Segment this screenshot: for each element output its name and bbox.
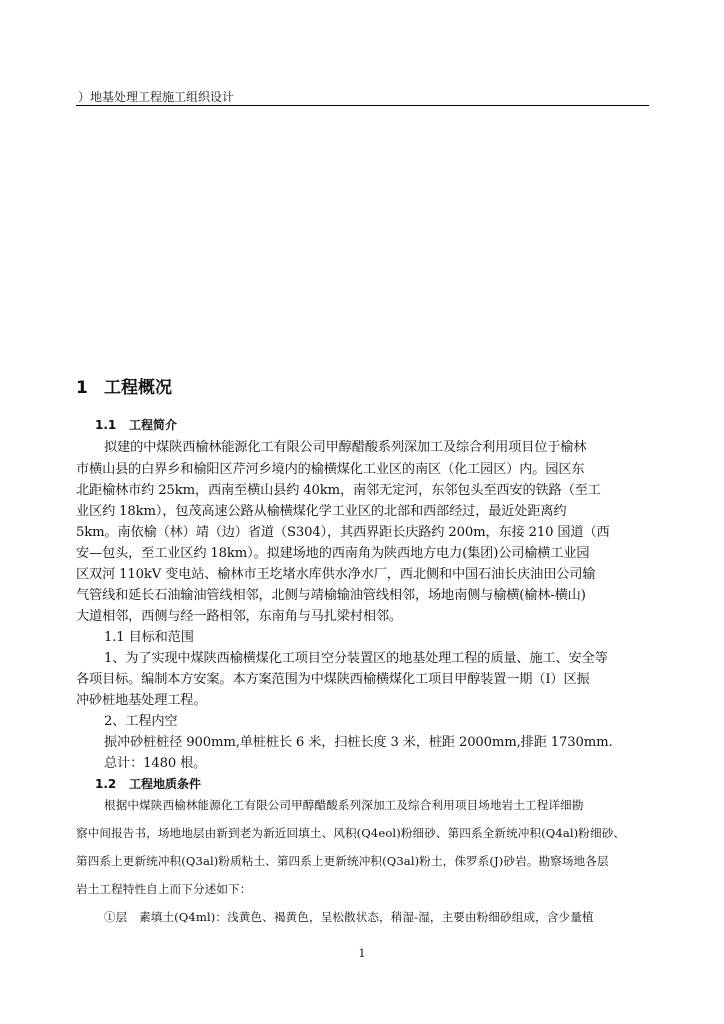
paragraph-line: 气管线和延长石油输油管线相邻，北侧与靖榆输油管线相邻，场地南侧与榆横(榆林-横山) [76, 588, 586, 603]
subsection-heading-goals: 1.1 目标和范围 [104, 630, 194, 645]
page-number: 1 [358, 947, 366, 960]
paragraph-line: 各项目标。编制本方安案。本方案范围为中煤陕西榆横煤化工项目甲醇装置一期（I）区振 [76, 672, 590, 687]
paragraph-line: 安—包头，至工业区约 18km）。拟建场地的西南角为陕西地方电力(集团)公司榆横工业园 [76, 546, 590, 561]
header-rule [76, 105, 649, 106]
section-number: 1 [76, 378, 88, 398]
paragraph-line: 振冲砂桩桩径 900mm,单桩桩长 6 米，扫桩长度 3 米，桩距 2000mm,排距 1730mm. [104, 735, 613, 750]
section-heading-1 [76, 373, 172, 398]
paragraph-line: 业区约 18km），包茂高速公路从榆横煤化学工业区的北部和西部经过，最近处距离约 [76, 504, 567, 519]
subsection-number: 1.1 [95, 418, 117, 432]
paragraph-line: 大道相邻，西侧与经一路相邻，东南角与马扎梁村相邻。 [76, 609, 402, 624]
paragraph-line: 北距榆林市约 25km，西南至横山县约 40km，南邻无定河，东邻包头至西安的铁路（至工 [76, 483, 601, 498]
paragraph-line: 5km。南依榆（林）靖（边）省道（S304），其西界距长庆路约 200m，东接 210 国道（西 [76, 525, 610, 540]
paragraph-line: ①层 素填土(Q4ml)：浅黄色、褐黄色，呈松散状态，稍湿-湿，主要由粉细砂组成，含少量植 [104, 910, 594, 924]
running-header: ）地基处理工程施工组织设计 [78, 90, 235, 104]
paragraph-line: 1、为了实现中煤陕西榆横煤化工项目空分装置区的地基处理工程的质量、施工、安全等 [104, 651, 608, 666]
paragraph-line: 总计：1480 根。 [104, 756, 207, 771]
paragraph-line: 区双河 110kV 变电站、榆林市王圪堵水库供水净水厂，西北侧和中国石油长庆油田公司输 [76, 567, 596, 582]
paragraph-line: 第四系上更新统冲积(Q3al)粉质粘土、第四系上更新统冲积(Q3al)粉土，侏罗系(J)砂岩。勘察场地各层 [76, 854, 609, 868]
subsection-heading-1-1 [95, 416, 177, 433]
paragraph-line: 察中间报告书，场地地层由新到老为新近回填土、风积(Q4eol)粉细砂、第四系全新统冲积(Q4al)粉细砂、 [76, 826, 626, 840]
subsection-number: 1.2 [95, 777, 117, 791]
paragraph-line: 拟建的中煤陕西榆林能源化工有限公司甲醇醋酸系列深加工及综合利用项目位于榆林 [104, 440, 587, 455]
item-heading-scope: 2、工程内空 [104, 714, 178, 729]
paragraph-line: 岩土工程特性自上而下分述如下： [76, 882, 252, 896]
subsection-title: 工程地质条件 [129, 777, 202, 791]
subsection-heading-1-2 [95, 775, 201, 792]
paragraph-line: 冲砂桩地基处理工程。 [76, 693, 207, 708]
paragraph-line: 根据中煤陕西榆林能源化工有限公司甲醇醋酸系列深加工及综合利用项目场地岩土工程详细勘 [104, 798, 584, 812]
paragraph-line: 市横山县的白界乡和榆阳区芹河乡境内的榆横煤化工业区的南区（化工园区）内。园区东 [76, 462, 585, 477]
subsection-title: 工程简介 [129, 418, 178, 432]
section-title: 工程概况 [104, 378, 172, 398]
